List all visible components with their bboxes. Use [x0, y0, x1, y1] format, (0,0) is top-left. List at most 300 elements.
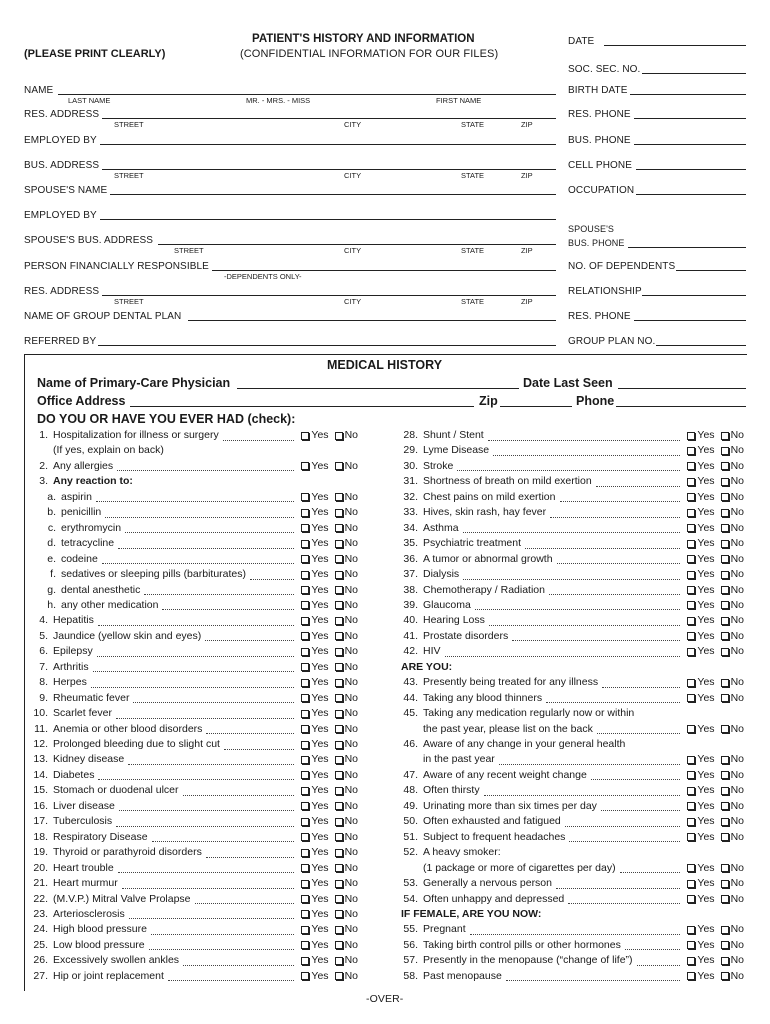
yes-option[interactable]: [687, 768, 714, 783]
yes-option[interactable]: [301, 922, 328, 937]
yes-checkbox[interactable]: [687, 802, 695, 810]
no-option[interactable]: [335, 505, 358, 520]
yes-option[interactable]: [301, 644, 328, 659]
no-checkbox[interactable]: [721, 648, 729, 656]
no-option[interactable]: [721, 969, 744, 984]
item-text: penicillin: [61, 506, 102, 519]
person-financially-field[interactable]: [212, 270, 556, 271]
office-zip-field[interactable]: [500, 406, 572, 407]
yes-checkbox[interactable]: [687, 478, 695, 486]
no-checkbox[interactable]: [335, 555, 343, 563]
yes-checkbox[interactable]: [687, 679, 695, 687]
yes-checkbox[interactable]: [687, 787, 695, 795]
no-checkbox[interactable]: [721, 462, 729, 470]
no-option[interactable]: [335, 490, 358, 505]
yes-checkbox[interactable]: [687, 632, 695, 640]
no-option[interactable]: [335, 783, 358, 798]
yes-label: Yes: [697, 676, 715, 689]
no-option[interactable]: [335, 814, 358, 829]
yes-checkbox[interactable]: [301, 910, 309, 918]
no-option[interactable]: [721, 938, 744, 953]
item-number: 2.: [39, 459, 48, 472]
no-checkbox[interactable]: [721, 972, 729, 980]
no-option[interactable]: [335, 691, 358, 706]
no-checkbox[interactable]: [335, 756, 343, 764]
no-checkbox[interactable]: [335, 571, 343, 579]
no-checkbox[interactable]: [721, 571, 729, 579]
yes-option[interactable]: [687, 861, 714, 876]
no-checkbox[interactable]: [721, 941, 729, 949]
no-checkbox[interactable]: [721, 601, 729, 609]
yes-option[interactable]: [301, 428, 328, 443]
yes-checkbox[interactable]: [301, 787, 309, 795]
no-label: No: [344, 691, 358, 704]
yes-checkbox[interactable]: [301, 571, 309, 579]
no-checkbox[interactable]: [335, 694, 343, 702]
no-dependents-field[interactable]: [676, 270, 746, 271]
yes-option[interactable]: [687, 892, 714, 907]
yes-checkbox[interactable]: [301, 601, 309, 609]
no-option[interactable]: [721, 675, 744, 690]
group-plan-no-field[interactable]: [656, 345, 746, 346]
relationship-field[interactable]: [642, 295, 746, 296]
no-checkbox[interactable]: [721, 509, 729, 517]
yes-checkbox[interactable]: [687, 432, 695, 440]
yes-label: Yes: [697, 815, 715, 828]
yes-option[interactable]: [687, 552, 714, 567]
yes-checkbox[interactable]: [687, 818, 695, 826]
yes-checkbox[interactable]: [301, 802, 309, 810]
no-option[interactable]: [721, 428, 744, 443]
no-option[interactable]: [721, 768, 744, 783]
no-checkbox[interactable]: [335, 432, 343, 440]
yes-checkbox[interactable]: [687, 617, 695, 625]
yes-checkbox[interactable]: [687, 524, 695, 532]
no-checkbox[interactable]: [721, 632, 729, 640]
office-phone-field[interactable]: [616, 406, 746, 407]
no-checkbox[interactable]: [721, 586, 729, 594]
yes-option[interactable]: [687, 691, 714, 706]
yes-option[interactable]: [687, 505, 714, 520]
yes-label: Yes: [697, 969, 715, 982]
no-option[interactable]: [721, 752, 744, 767]
no-option[interactable]: [335, 660, 358, 675]
yes-checkbox[interactable]: [301, 648, 309, 656]
no-option[interactable]: [721, 922, 744, 937]
right-question-item: [396, 644, 744, 659]
no-option[interactable]: [721, 521, 744, 536]
no-option[interactable]: [335, 613, 358, 628]
no-checkbox[interactable]: [335, 663, 343, 671]
yes-checkbox[interactable]: [301, 849, 309, 857]
no-checkbox[interactable]: [721, 957, 729, 965]
yes-option[interactable]: [687, 722, 714, 737]
yes-option[interactable]: [301, 536, 328, 551]
yes-option[interactable]: [301, 583, 328, 598]
no-checkbox[interactable]: [721, 432, 729, 440]
employed-by-field[interactable]: [100, 144, 556, 145]
yes-checkbox[interactable]: [301, 540, 309, 548]
no-checkbox[interactable]: [335, 524, 343, 532]
no-option[interactable]: [335, 629, 358, 644]
no-option[interactable]: [721, 644, 744, 659]
yes-option[interactable]: [687, 428, 714, 443]
date-field[interactable]: [604, 45, 746, 46]
no-checkbox[interactable]: [721, 833, 729, 841]
no-checkbox[interactable]: [335, 926, 343, 934]
no-checkbox[interactable]: [335, 632, 343, 640]
yes-option[interactable]: [301, 613, 328, 628]
yes-checkbox[interactable]: [301, 586, 309, 594]
no-option[interactable]: [335, 768, 358, 783]
cell-phone-field[interactable]: [636, 169, 746, 170]
no-checkbox[interactable]: [335, 802, 343, 810]
no-checkbox[interactable]: [335, 941, 343, 949]
no-checkbox[interactable]: [335, 787, 343, 795]
no-option[interactable]: [721, 892, 744, 907]
no-option[interactable]: [335, 876, 358, 891]
yes-checkbox[interactable]: [687, 586, 695, 594]
no-option[interactable]: [335, 552, 358, 567]
res-address-2-field[interactable]: [102, 295, 556, 296]
yes-option[interactable]: [301, 505, 328, 520]
bus-phone-field[interactable]: [634, 144, 746, 145]
no-checkbox[interactable]: [335, 957, 343, 965]
yes-checkbox[interactable]: [687, 694, 695, 702]
yes-checkbox[interactable]: [301, 710, 309, 718]
no-option[interactable]: [721, 830, 744, 845]
yes-option[interactable]: [687, 814, 714, 829]
yes-option[interactable]: [687, 675, 714, 690]
no-checkbox[interactable]: [721, 679, 729, 687]
no-option[interactable]: [721, 691, 744, 706]
no-checkbox[interactable]: [721, 787, 729, 795]
yes-option[interactable]: [687, 567, 714, 582]
no-checkbox[interactable]: [721, 771, 729, 779]
yes-checkbox[interactable]: [301, 771, 309, 779]
yes-checkbox[interactable]: [687, 648, 695, 656]
spouse-bus-address-field[interactable]: [158, 244, 556, 245]
no-option[interactable]: [335, 969, 358, 984]
yes-option[interactable]: [301, 938, 328, 953]
yes-option[interactable]: [301, 969, 328, 984]
no-option[interactable]: [335, 953, 358, 968]
yes-option[interactable]: [301, 953, 328, 968]
yes-option[interactable]: [687, 953, 714, 968]
no-option[interactable]: [721, 629, 744, 644]
no-checkbox[interactable]: [721, 725, 729, 733]
no-option[interactable]: [335, 675, 358, 690]
yes-checkbox[interactable]: [301, 432, 309, 440]
no-option[interactable]: [721, 552, 744, 567]
no-option[interactable]: [335, 644, 358, 659]
no-checkbox[interactable]: [335, 540, 343, 548]
no-checkbox[interactable]: [721, 540, 729, 548]
no-option[interactable]: [721, 443, 744, 458]
yes-checkbox[interactable]: [301, 509, 309, 517]
no-option[interactable]: [335, 567, 358, 582]
leader-dots: [168, 971, 295, 981]
no-option[interactable]: [721, 814, 744, 829]
yes-option[interactable]: [687, 783, 714, 798]
yes-option[interactable]: [301, 752, 328, 767]
bus-address-field[interactable]: [102, 169, 556, 170]
yes-checkbox[interactable]: [301, 663, 309, 671]
no-option[interactable]: [335, 907, 358, 922]
yes-checkbox[interactable]: [301, 833, 309, 841]
yes-option[interactable]: [687, 459, 714, 474]
no-checkbox[interactable]: [335, 601, 343, 609]
spouse-name-field[interactable]: [110, 194, 556, 195]
no-option[interactable]: [335, 459, 358, 474]
yes-checkbox[interactable]: [687, 972, 695, 980]
yes-option[interactable]: [687, 969, 714, 984]
no-checkbox[interactable]: [721, 880, 729, 888]
no-option[interactable]: [335, 799, 358, 814]
yes-checkbox[interactable]: [687, 926, 695, 934]
no-option[interactable]: [335, 861, 358, 876]
no-option[interactable]: [335, 830, 358, 845]
no-checkbox[interactable]: [721, 555, 729, 563]
no-option[interactable]: [721, 583, 744, 598]
no-checkbox[interactable]: [721, 802, 729, 810]
yes-option[interactable]: [687, 830, 714, 845]
no-checkbox[interactable]: [335, 771, 343, 779]
yes-checkbox[interactable]: [301, 895, 309, 903]
yes-option[interactable]: [687, 443, 714, 458]
yes-checkbox[interactable]: [687, 571, 695, 579]
no-option[interactable]: [335, 536, 358, 551]
referred-by-field[interactable]: [98, 345, 556, 346]
no-checkbox[interactable]: [335, 617, 343, 625]
yes-checkbox[interactable]: [301, 972, 309, 980]
yes-option[interactable]: [301, 598, 328, 613]
yes-option[interactable]: [301, 722, 328, 737]
yes-option[interactable]: [301, 876, 328, 891]
no-option[interactable]: [721, 505, 744, 520]
yes-option[interactable]: [301, 907, 328, 922]
yes-option[interactable]: [687, 799, 714, 814]
no-checkbox[interactable]: [335, 910, 343, 918]
yes-checkbox[interactable]: [301, 694, 309, 702]
no-checkbox[interactable]: [335, 648, 343, 656]
spouse-bus-phone-field[interactable]: [628, 247, 746, 248]
yes-option[interactable]: [687, 752, 714, 767]
yes-checkbox[interactable]: [301, 941, 309, 949]
yes-checkbox[interactable]: [301, 555, 309, 563]
no-checkbox[interactable]: [335, 462, 343, 470]
res-phone-2-field[interactable]: [634, 320, 746, 321]
yes-option[interactable]: [687, 474, 714, 489]
spouse-employed-by-field[interactable]: [100, 219, 556, 220]
yes-checkbox[interactable]: [301, 679, 309, 687]
occupation-field[interactable]: [636, 194, 746, 195]
yes-option[interactable]: [301, 814, 328, 829]
yes-checkbox[interactable]: [687, 555, 695, 563]
no-option[interactable]: [721, 799, 744, 814]
yes-option[interactable]: [301, 490, 328, 505]
no-checkbox[interactable]: [335, 493, 343, 501]
yes-option[interactable]: [301, 552, 328, 567]
yes-option[interactable]: [301, 691, 328, 706]
no-checkbox[interactable]: [721, 864, 729, 872]
no-checkbox[interactable]: [721, 478, 729, 486]
no-option[interactable]: [721, 459, 744, 474]
yes-option[interactable]: [687, 536, 714, 551]
no-option[interactable]: [335, 892, 358, 907]
yes-option[interactable]: [301, 737, 328, 752]
yes-checkbox[interactable]: [687, 880, 695, 888]
name-field[interactable]: [58, 94, 556, 95]
no-checkbox[interactable]: [335, 972, 343, 980]
item-text: Chemotherapy / Radiation: [423, 583, 545, 596]
yes-checkbox[interactable]: [301, 741, 309, 749]
no-checkbox[interactable]: [721, 524, 729, 532]
no-checkbox[interactable]: [335, 509, 343, 517]
leader-dots: [128, 755, 294, 765]
no-option[interactable]: [721, 567, 744, 582]
no-checkbox[interactable]: [721, 694, 729, 702]
no-checkbox[interactable]: [335, 880, 343, 888]
yes-option[interactable]: [687, 613, 714, 628]
yes-checkbox[interactable]: [687, 756, 695, 764]
no-option[interactable]: [721, 613, 744, 628]
yes-option[interactable]: [687, 521, 714, 536]
office-address-field[interactable]: [130, 406, 474, 407]
yes-option[interactable]: [301, 768, 328, 783]
no-option[interactable]: [721, 490, 744, 505]
no-option[interactable]: [335, 752, 358, 767]
no-checkbox[interactable]: [721, 818, 729, 826]
yes-checkbox[interactable]: [687, 941, 695, 949]
yes-option[interactable]: [687, 629, 714, 644]
birth-date-field[interactable]: [630, 94, 746, 95]
no-checkbox[interactable]: [721, 493, 729, 501]
no-option[interactable]: [335, 598, 358, 613]
no-option[interactable]: [721, 722, 744, 737]
no-option[interactable]: [721, 876, 744, 891]
yes-option[interactable]: [301, 783, 328, 798]
group-dental-field[interactable]: [188, 320, 556, 321]
yes-checkbox[interactable]: [301, 864, 309, 872]
no-option[interactable]: [335, 737, 358, 752]
no-checkbox[interactable]: [335, 725, 343, 733]
no-option[interactable]: [335, 845, 358, 860]
yes-checkbox[interactable]: [687, 833, 695, 841]
yes-checkbox[interactable]: [687, 493, 695, 501]
no-checkbox[interactable]: [335, 741, 343, 749]
yes-option[interactable]: [301, 861, 328, 876]
no-checkbox[interactable]: [721, 895, 729, 903]
no-option[interactable]: [721, 598, 744, 613]
yes-checkbox[interactable]: [687, 895, 695, 903]
no-checkbox[interactable]: [721, 617, 729, 625]
no-option[interactable]: [335, 706, 358, 721]
no-checkbox[interactable]: [335, 849, 343, 857]
no-option[interactable]: [721, 953, 744, 968]
yes-checkbox[interactable]: [301, 462, 309, 470]
yes-option[interactable]: [301, 892, 328, 907]
no-option[interactable]: [335, 722, 358, 737]
yes-checkbox[interactable]: [301, 632, 309, 640]
yes-option[interactable]: [687, 876, 714, 891]
yes-option[interactable]: [301, 629, 328, 644]
yes-checkbox[interactable]: [687, 957, 695, 965]
no-option[interactable]: [721, 536, 744, 551]
yes-option[interactable]: [301, 660, 328, 675]
no-checkbox[interactable]: [335, 710, 343, 718]
no-checkbox[interactable]: [335, 833, 343, 841]
no-checkbox[interactable]: [335, 818, 343, 826]
yes-checkbox[interactable]: [301, 957, 309, 965]
yes-checkbox[interactable]: [301, 818, 309, 826]
yes-checkbox[interactable]: [301, 880, 309, 888]
no-checkbox[interactable]: [335, 679, 343, 687]
res-address-field[interactable]: [102, 118, 556, 119]
yes-checkbox[interactable]: [687, 447, 695, 455]
physician-field[interactable]: [237, 388, 519, 389]
no-checkbox[interactable]: [721, 926, 729, 934]
yes-checkbox[interactable]: [301, 926, 309, 934]
date-last-seen-field[interactable]: [618, 388, 746, 389]
no-checkbox[interactable]: [335, 864, 343, 872]
yes-option[interactable]: [301, 706, 328, 721]
yes-option[interactable]: [687, 922, 714, 937]
yes-checkbox[interactable]: [687, 540, 695, 548]
no-checkbox[interactable]: [335, 586, 343, 594]
yes-checkbox[interactable]: [687, 864, 695, 872]
no-option[interactable]: [721, 474, 744, 489]
yes-option[interactable]: [301, 567, 328, 582]
yes-checkbox[interactable]: [687, 509, 695, 517]
yes-checkbox[interactable]: [301, 524, 309, 532]
no-option[interactable]: [335, 938, 358, 953]
yes-option[interactable]: [301, 845, 328, 860]
yes-option[interactable]: [687, 583, 714, 598]
yes-option[interactable]: [687, 938, 714, 953]
no-option[interactable]: [721, 861, 744, 876]
yes-option[interactable]: [301, 799, 328, 814]
yes-checkbox[interactable]: [301, 725, 309, 733]
yes-option[interactable]: [301, 521, 328, 536]
no-option[interactable]: [721, 783, 744, 798]
yes-checkbox[interactable]: [301, 617, 309, 625]
no-option[interactable]: [335, 583, 358, 598]
yes-label: Yes: [311, 969, 329, 982]
no-option[interactable]: [335, 922, 358, 937]
no-option[interactable]: [335, 521, 358, 536]
yes-option[interactable]: [687, 598, 714, 613]
yes-option[interactable]: [687, 490, 714, 505]
no-option[interactable]: [335, 428, 358, 443]
soc-sec-field[interactable]: [642, 73, 746, 74]
no-checkbox[interactable]: [721, 447, 729, 455]
yes-option[interactable]: [301, 459, 328, 474]
yes-option[interactable]: [301, 675, 328, 690]
yes-checkbox[interactable]: [687, 601, 695, 609]
yes-option[interactable]: [687, 644, 714, 659]
res-phone-field[interactable]: [634, 118, 746, 119]
no-checkbox[interactable]: [335, 895, 343, 903]
no-checkbox[interactable]: [721, 756, 729, 764]
yes-checkbox[interactable]: [301, 493, 309, 501]
yes-checkbox[interactable]: [687, 771, 695, 779]
yes-checkbox[interactable]: [687, 462, 695, 470]
yes-label: Yes: [311, 707, 329, 720]
yes-checkbox[interactable]: [687, 725, 695, 733]
yes-option[interactable]: [301, 830, 328, 845]
yes-checkbox[interactable]: [301, 756, 309, 764]
